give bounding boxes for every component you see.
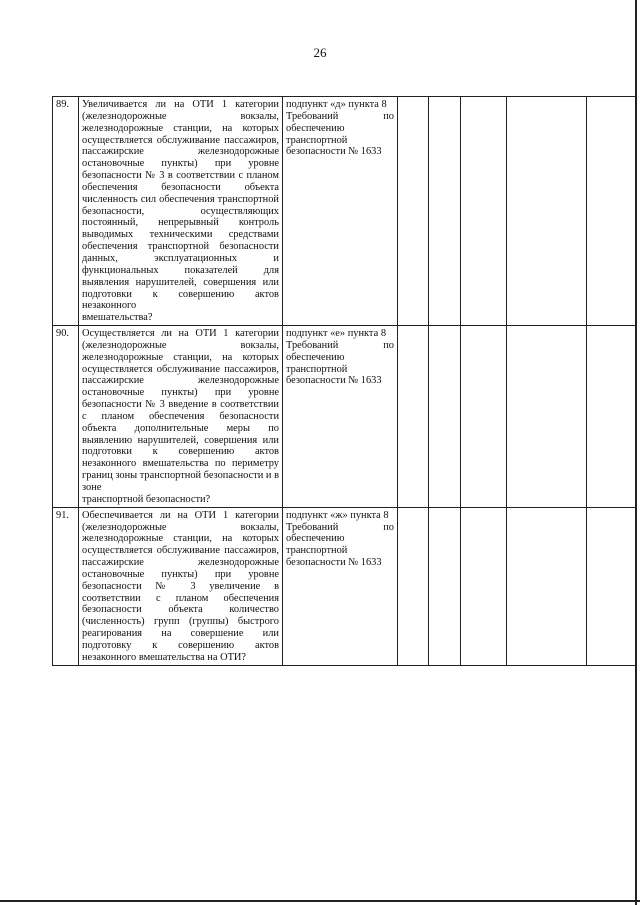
question-line: осуществляется обслуживание bbox=[82, 134, 220, 146]
question-line: меры по выявлению нарушителей, bbox=[82, 422, 279, 446]
row-number: 90. bbox=[53, 326, 79, 508]
reference-line: Требований по bbox=[286, 521, 394, 533]
empty-answer-cell bbox=[398, 507, 429, 665]
question-line: безопасности объекта количество bbox=[82, 604, 279, 616]
question-line: совершения или подготовки к bbox=[82, 276, 279, 300]
question-line: обеспечения транспортной безопасности, bbox=[82, 193, 279, 217]
question-line: соответствии с планом обеспечения bbox=[82, 399, 279, 422]
reference-line: подпункт «ж» пункта 8 bbox=[286, 509, 389, 521]
empty-answer-cell bbox=[461, 97, 507, 326]
question-line: осуществляется обслуживание bbox=[82, 545, 220, 557]
question-line: в соответствии с планом обеспечения bbox=[82, 580, 279, 604]
question-line: железнодорожные станции, на которых bbox=[82, 533, 279, 545]
row-number: 91. bbox=[53, 507, 79, 665]
question-cell bbox=[79, 326, 283, 508]
reference-line: безопасности № 1633 bbox=[286, 557, 382, 569]
reference-line: безопасности № 1633 bbox=[286, 146, 382, 158]
question-line: (численность) групп (группы) быстрого bbox=[82, 616, 279, 628]
question-line: соответствии с планом обеспечения bbox=[82, 170, 279, 193]
reference-line: транспортной bbox=[286, 545, 348, 557]
empty-answer-cell bbox=[398, 326, 429, 508]
reference-line: подпункт «д» пункта 8 bbox=[286, 99, 387, 110]
reference-line: безопасности № 1633 bbox=[286, 375, 382, 387]
question-line: Увеличивается ли на ОТИ 1 категории bbox=[82, 99, 279, 110]
requirement-reference-cell bbox=[283, 326, 398, 508]
empty-answer-cell bbox=[507, 326, 587, 508]
question-line: транспортной безопасности и в зоне bbox=[82, 470, 279, 493]
question-line: пассажиров, пассажирские bbox=[82, 134, 279, 158]
question-line: осуществляется обслуживание bbox=[82, 363, 220, 375]
question-line: безопасности объекта дополнительные bbox=[82, 410, 279, 434]
question-line: транспортной безопасности данных, bbox=[82, 241, 279, 264]
checklist-table bbox=[52, 96, 637, 666]
question-cell bbox=[79, 507, 283, 665]
question-line: осуществляющих постоянный, bbox=[82, 205, 279, 229]
question-line: совершения или подготовки к bbox=[82, 434, 279, 458]
table-row bbox=[53, 97, 637, 326]
reference-line: Требований по bbox=[286, 110, 394, 122]
empty-answer-cell bbox=[507, 507, 587, 665]
question-line: (железнодорожные вокзалы, bbox=[82, 110, 279, 122]
table-row bbox=[53, 326, 637, 508]
empty-answer-cell bbox=[398, 97, 429, 326]
question-line: железнодорожные остановочные пункты) bbox=[82, 375, 279, 399]
question-line: подготовку к совершению актов bbox=[82, 639, 279, 651]
question-line: Обеспечивается ли на ОТИ 1 категории bbox=[82, 509, 279, 521]
question-line: совершению актов незаконного bbox=[82, 288, 279, 312]
question-line: железнодорожные станции, на которых bbox=[82, 351, 279, 363]
question-line: железнодорожные остановочные пункты) bbox=[82, 557, 279, 580]
reference-line: транспортной bbox=[286, 134, 348, 146]
requirement-reference-cell bbox=[283, 97, 398, 326]
question-line: эксплуатационных и функциональных bbox=[82, 252, 279, 276]
reference-line: Требований по bbox=[286, 339, 394, 351]
question-line: транспортной безопасности? bbox=[82, 493, 211, 505]
reference-line: обеспечению bbox=[286, 351, 345, 363]
question-line: железнодорожные остановочные пункты) bbox=[82, 146, 279, 170]
question-line: техническими средствами обеспечения bbox=[82, 229, 279, 253]
question-line: совершению актов незаконного bbox=[82, 446, 279, 470]
reference-line: обеспечению bbox=[286, 122, 345, 134]
question-line: показателей для выявления нарушителей, bbox=[82, 264, 279, 288]
reference-line: транспортной bbox=[286, 363, 348, 375]
reference-line: подпункт «е» пункта 8 bbox=[286, 328, 387, 340]
question-cell bbox=[79, 97, 283, 326]
page-number: 26 bbox=[313, 45, 327, 60]
row-number: 89. bbox=[53, 97, 79, 326]
question-line: реагирования на совершение или bbox=[82, 628, 279, 640]
question-line: железнодорожные станции, на которых bbox=[82, 122, 279, 134]
empty-answer-cell bbox=[429, 507, 461, 665]
question-line: незаконного вмешательства на ОТИ? bbox=[82, 651, 247, 663]
question-line: непрерывный контроль выводимых bbox=[82, 217, 279, 241]
requirement-reference-cell bbox=[283, 507, 398, 665]
question-line: вмешательства по периметру границ зоны bbox=[82, 458, 279, 482]
question-line: (железнодорожные вокзалы, bbox=[82, 521, 279, 533]
question-line: при уровне безопасности № 3 введение в bbox=[82, 387, 279, 411]
question-line: безопасности объекта численность сил bbox=[82, 181, 279, 205]
question-line: (железнодорожные вокзалы, bbox=[82, 339, 279, 351]
empty-answer-cell bbox=[587, 326, 637, 508]
table-row bbox=[53, 507, 637, 665]
question-line: вмешательства? bbox=[82, 312, 153, 324]
empty-answer-cell bbox=[507, 97, 587, 326]
reference-line: обеспечению bbox=[286, 533, 345, 545]
question-line: при уровне безопасности № 3 в bbox=[82, 158, 279, 182]
empty-answer-cell bbox=[587, 507, 637, 665]
question-line: при уровне безопасности № 3 увеличение bbox=[82, 568, 279, 592]
scan-edge-right bbox=[635, 0, 637, 905]
empty-answer-cell bbox=[429, 326, 461, 508]
empty-answer-cell bbox=[461, 507, 507, 665]
question-line: пассажиров, пассажирские bbox=[82, 545, 279, 569]
scan-edge-bottom bbox=[0, 900, 640, 902]
empty-answer-cell bbox=[461, 326, 507, 508]
empty-answer-cell bbox=[587, 97, 637, 326]
question-line: Осуществляется ли на ОТИ 1 категории bbox=[82, 328, 279, 340]
question-line: пассажиров, пассажирские bbox=[82, 363, 279, 387]
empty-answer-cell bbox=[429, 97, 461, 326]
